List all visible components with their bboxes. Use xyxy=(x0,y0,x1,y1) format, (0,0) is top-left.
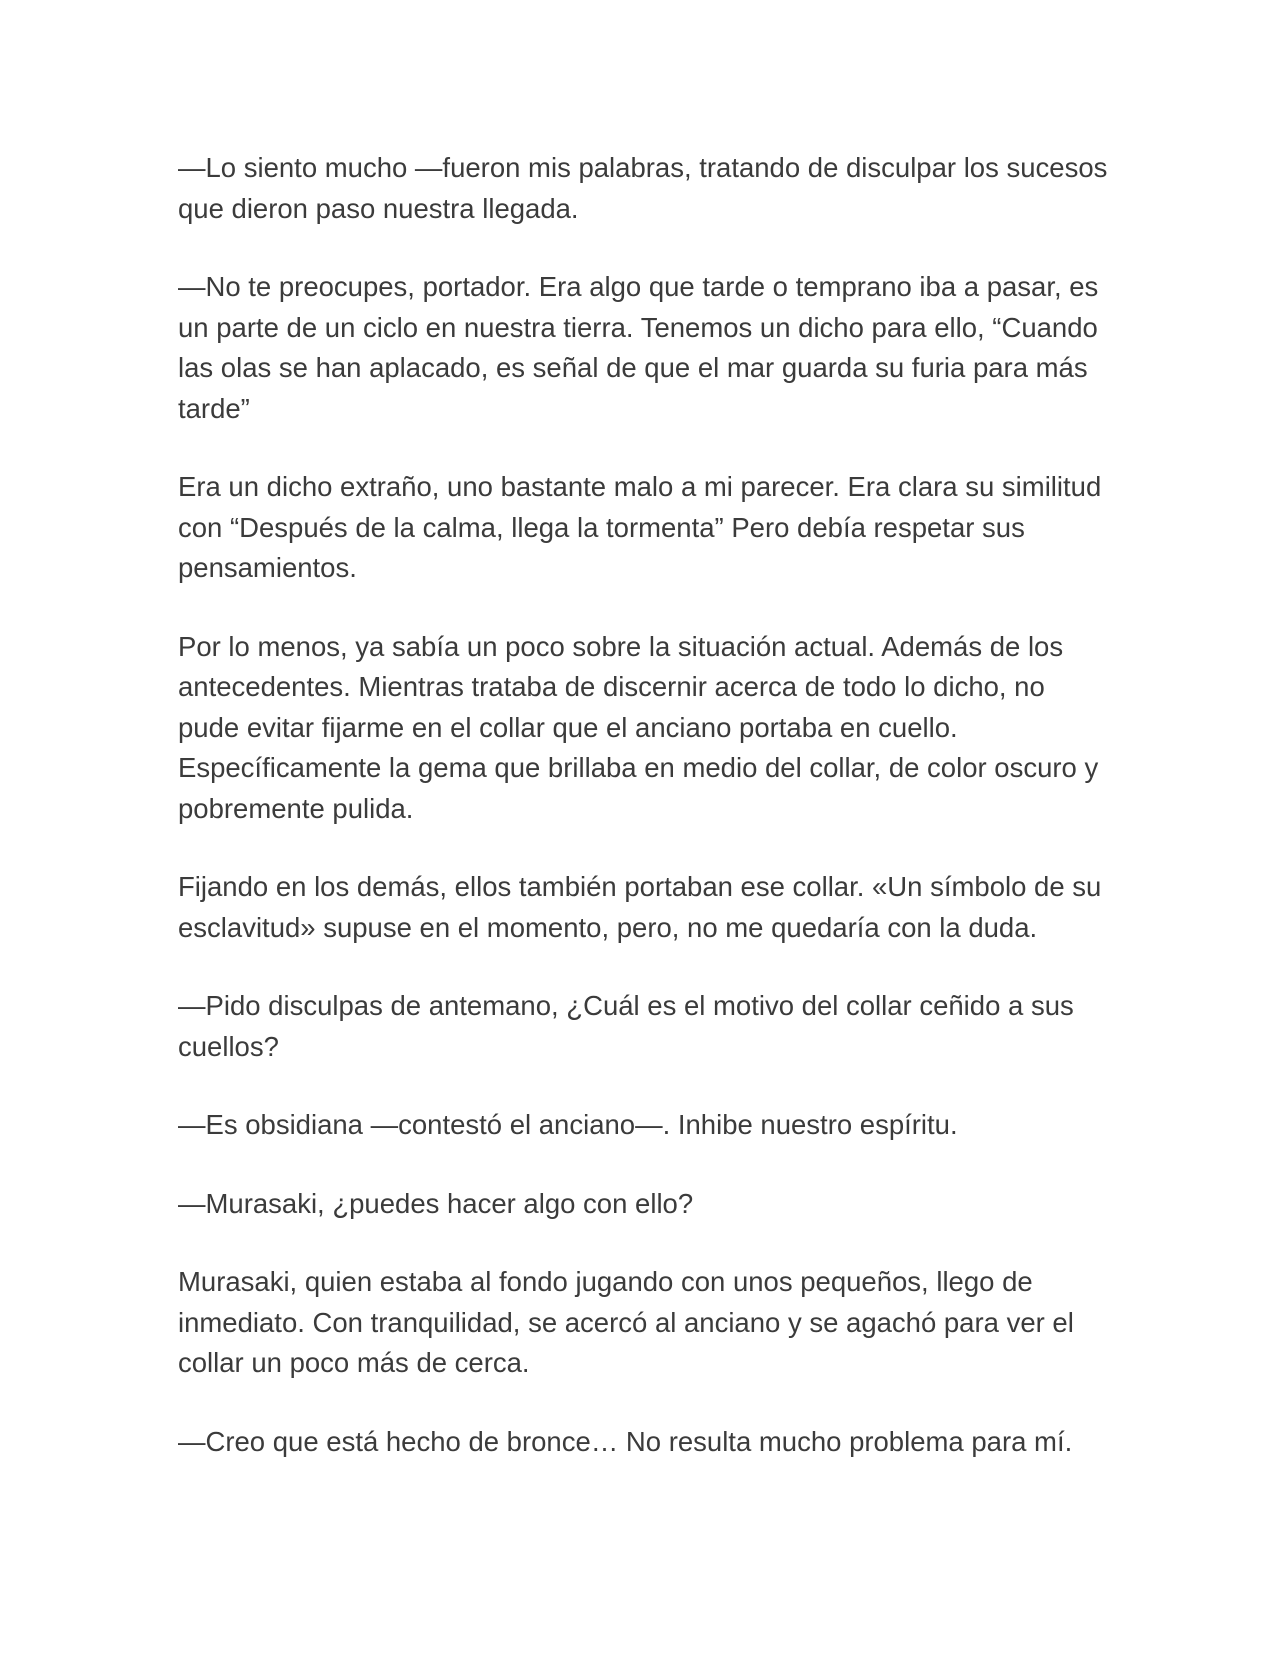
paragraph-5: Fijando en los demás, ellos también portaban ese collar. «Un símbolo de su esclavitud» supuse en el momento, pero, no me quedaría con la duda. xyxy=(178,871,1102,943)
paragraph-10: —Creo que está hecho de bronce… No resulta mucho problema para mí. xyxy=(178,1425,1073,1457)
paragraph-3: Era un dicho extraño, uno bastante malo a mi parecer. Era clara su similitud con “Después de la calma, llega la tormenta” Pero debía respetar sus pensamientos. xyxy=(178,471,1102,583)
paragraph-2: —No te preocupes, portador. Era algo que tarde o temprano iba a pasar, es un parte de un ciclo en nuestra tierra. Tenemos un dicho para ello, “Cuando las olas se han aplacado, es señal de que el mar guarda su furia para más tarde” xyxy=(178,271,1099,424)
paragraph-4: Por lo menos, ya sabía un poco sobre la situación actual. Además de los antecedentes. Mientras trataba de discernir acerca de todo lo dicho, no pude evitar fijarme en el collar que el anciano portaba en cuello. Específicamente la gema que brillaba en medio del collar, de color oscuro y pobremente pulida. xyxy=(178,630,1099,824)
paragraph-7: —Es obsidiana —contestó el anciano—. Inhibe nuestro espíritu. xyxy=(178,1109,958,1140)
paragraph-8: —Murasaki, ¿puedes hacer algo con ello? xyxy=(178,1187,694,1219)
document-page xyxy=(178,148,1108,1500)
paragraph-9: Murasaki, quien estaba al fondo jugando con unos pequeños, llego de inmediato. Con tranquilidad, se acercó al anciano y se agachó para ver el collar un poco más de cerca. xyxy=(178,1266,1074,1378)
paragraph-6: —Pido disculpas de antemano, ¿Cuál es el motivo del collar ceñido a sus cuellos? xyxy=(178,990,1074,1062)
paragraph-1: —Lo siento mucho —fueron mis palabras, tratando de disculpar los sucesos que dieron paso nuestra llegada. xyxy=(178,152,1108,224)
